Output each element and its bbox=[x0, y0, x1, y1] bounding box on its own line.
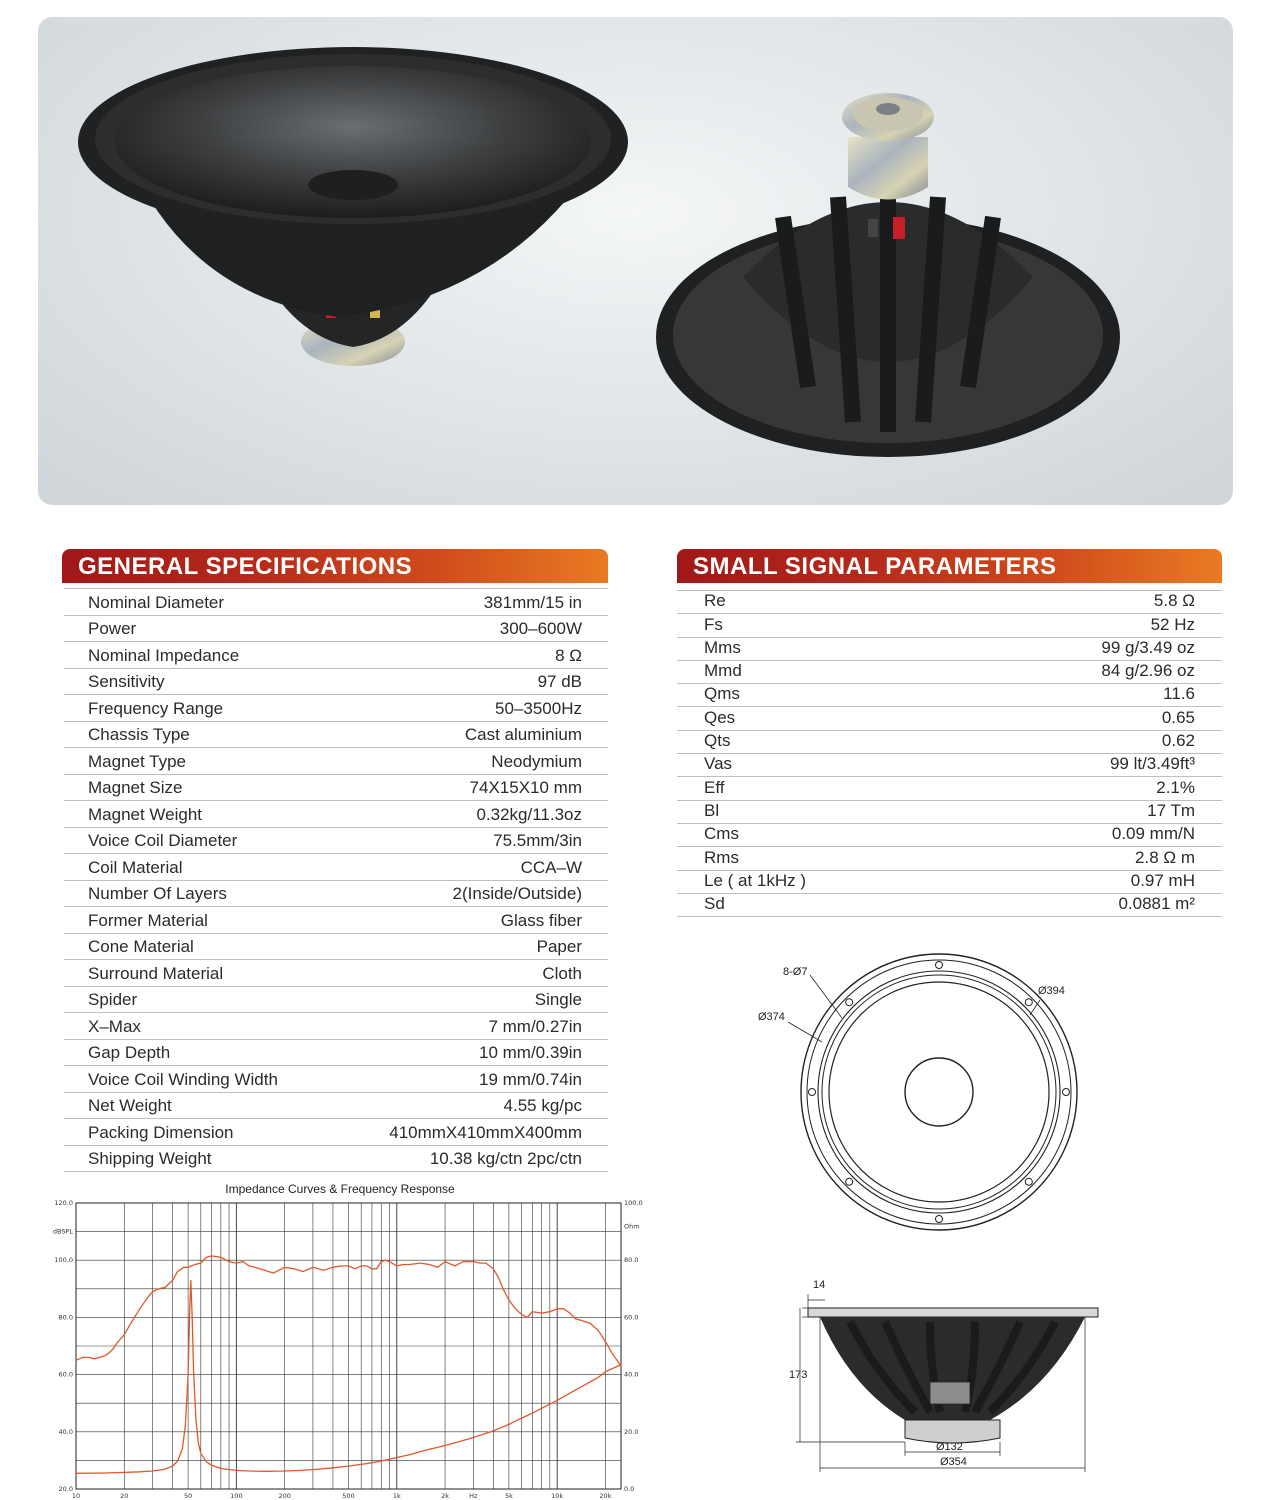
spec-label: Qms bbox=[704, 684, 740, 704]
spec-value: 0.32kg/11.3oz bbox=[476, 804, 582, 824]
spec-label: Magnet Type bbox=[88, 751, 186, 771]
outer-diameter-dimension: Ø394 bbox=[1038, 985, 1065, 997]
spec-value: CCA–W bbox=[520, 857, 582, 877]
spec-label: Mmd bbox=[704, 661, 742, 681]
spec-row bbox=[64, 1119, 608, 1146]
spec-label: Voice Coil Diameter bbox=[88, 831, 238, 850]
spec-value: 0.09 mm/N bbox=[1111, 824, 1195, 844]
spec-row bbox=[677, 824, 1222, 847]
overall-diameter-dimension: Ø354 bbox=[940, 1456, 967, 1468]
spec-label: Gap Depth bbox=[88, 1043, 171, 1062]
spec-value: 10.38 kg/ctn 2pc/ctn bbox=[429, 1149, 582, 1168]
bolt-hole bbox=[936, 962, 943, 969]
spec-row bbox=[64, 748, 608, 775]
spec-label: Nominal Diameter bbox=[88, 592, 225, 612]
spec-row bbox=[64, 1066, 608, 1093]
spec-row bbox=[677, 731, 1222, 754]
x-tick: 10 bbox=[71, 1492, 81, 1500]
bolt-hole bbox=[1063, 1089, 1070, 1096]
spec-label: Qts bbox=[704, 731, 731, 751]
spec-value: 2.8 Ω m bbox=[1135, 847, 1195, 867]
spec-value: 99 g/3.49 oz bbox=[1101, 637, 1195, 657]
y-tick-left: 60.0 bbox=[58, 1370, 73, 1379]
spec-label: Cone Material bbox=[88, 937, 194, 956]
spec-label: Power bbox=[88, 619, 137, 638]
small-signal-parameters-table bbox=[677, 590, 1222, 917]
spec-value: 2(Inside/Outside) bbox=[452, 884, 582, 903]
x-tick: 1k bbox=[392, 1492, 401, 1500]
impedance-frequency-chart bbox=[44, 1178, 643, 1500]
spec-row bbox=[677, 777, 1222, 800]
bolt-hole bbox=[1025, 1178, 1032, 1185]
general-specifications-header: GENERAL SPECIFICATIONS bbox=[62, 549, 608, 583]
y-tick-left: 80.0 bbox=[58, 1313, 73, 1322]
spec-value: Paper bbox=[536, 937, 582, 956]
spec-label: Sd bbox=[704, 894, 725, 914]
spec-value: 8 Ω bbox=[555, 645, 582, 665]
speaker-front-view bbox=[78, 47, 628, 366]
spec-value: 19 mm/0.74in bbox=[479, 1069, 582, 1089]
spec-row bbox=[64, 987, 608, 1014]
spec-value: Single bbox=[534, 990, 582, 1009]
spec-value: 52 Hz bbox=[1150, 614, 1195, 634]
x-tick: 20k bbox=[599, 1492, 612, 1500]
spec-row bbox=[64, 695, 608, 722]
spec-label: Nominal Impedance bbox=[88, 645, 240, 665]
spec-row bbox=[677, 754, 1222, 777]
x-tick: 10k bbox=[551, 1492, 564, 1500]
spec-value: 0.62 bbox=[1161, 731, 1195, 751]
spec-row bbox=[64, 722, 608, 749]
spec-label: Bl bbox=[704, 800, 720, 820]
general-specifications-table bbox=[64, 588, 608, 1172]
spec-row bbox=[677, 707, 1222, 730]
side-view-drawing bbox=[780, 1272, 1110, 1482]
spec-value: 99 lt/3.49ft³ bbox=[1109, 754, 1195, 774]
x-tick: 200 bbox=[278, 1492, 291, 1500]
spec-label: Former Material bbox=[88, 910, 208, 930]
chart-title: Impedance Curves & Frequency Response bbox=[225, 1182, 455, 1196]
spec-label: Voice Coil Winding Width bbox=[88, 1069, 278, 1089]
y-tick-left: 40.0 bbox=[58, 1427, 73, 1436]
spec-label: Vas bbox=[704, 754, 733, 774]
spec-row bbox=[64, 1013, 608, 1040]
bolt-hole bbox=[1025, 999, 1032, 1006]
y-tick-left: 20.0 bbox=[58, 1485, 73, 1493]
spec-value: 7 mm/0.27in bbox=[488, 1016, 582, 1036]
x-tick: 100 bbox=[230, 1492, 243, 1500]
bolt-hole bbox=[809, 1089, 816, 1096]
depth-dimension: 173 bbox=[789, 1369, 808, 1381]
spec-row bbox=[64, 934, 608, 961]
spec-value: 4.55 kg/pc bbox=[503, 1096, 582, 1115]
small-signal-parameters-header: SMALL SIGNAL PARAMETERS bbox=[677, 549, 1222, 583]
spec-row bbox=[677, 871, 1222, 894]
bolt-hole bbox=[936, 1216, 943, 1223]
x-tick: 2k bbox=[441, 1492, 450, 1500]
speaker-rear-view bbox=[656, 93, 1120, 457]
spec-label: Chassis Type bbox=[88, 725, 190, 744]
spec-label: Coil Material bbox=[88, 857, 183, 877]
spec-row bbox=[677, 684, 1222, 707]
y-tick-right: 0.0 bbox=[624, 1485, 635, 1493]
y-tick-right: 60.0 bbox=[624, 1313, 639, 1322]
spec-value: 410mmX410mmX400mm bbox=[389, 1122, 582, 1142]
flange-dimension: 14 bbox=[813, 1279, 826, 1291]
spec-value: 11.6 bbox=[1163, 684, 1195, 704]
spec-label: Eff bbox=[704, 777, 725, 797]
spec-label: Shipping Weight bbox=[88, 1149, 212, 1168]
y-tick-left: 120.0 bbox=[54, 1199, 73, 1207]
spec-row bbox=[64, 828, 608, 855]
spec-label: Magnet Size bbox=[88, 778, 183, 797]
spec-label: Sensitivity bbox=[88, 672, 165, 691]
spec-value: 2.1% bbox=[1156, 777, 1195, 797]
spec-label: Surround Material bbox=[88, 963, 224, 983]
spec-value: Glass fiber bbox=[500, 910, 582, 930]
right-axis-label: Ohm bbox=[624, 1222, 640, 1231]
y-tick-right: 80.0 bbox=[624, 1256, 639, 1265]
spec-value: Cast aluminium bbox=[464, 725, 582, 744]
y-tick-left: 100.0 bbox=[54, 1256, 73, 1265]
bolt-holes bbox=[809, 962, 1070, 1223]
spec-row bbox=[64, 669, 608, 696]
y-tick-right: 100.0 bbox=[624, 1199, 643, 1207]
spec-row bbox=[677, 590, 1222, 614]
spec-value: 50–3500Hz bbox=[495, 698, 582, 718]
spec-value: 381mm/15 in bbox=[483, 592, 582, 612]
spec-label: Spider bbox=[88, 990, 138, 1009]
spec-row bbox=[64, 642, 608, 669]
spec-value: 10 mm/0.39in bbox=[479, 1043, 582, 1062]
spec-row bbox=[64, 588, 608, 616]
spec-label: Packing Dimension bbox=[88, 1122, 234, 1142]
spec-row bbox=[64, 881, 608, 908]
chart-plot bbox=[44, 1178, 643, 1500]
x-tick: Hz bbox=[469, 1492, 478, 1500]
holes-dimension: 8-Ø7 bbox=[783, 966, 808, 978]
spec-label: Fs bbox=[704, 614, 723, 634]
spec-label: Qes bbox=[704, 707, 736, 727]
spec-row bbox=[64, 854, 608, 881]
spec-label: Net Weight bbox=[88, 1096, 172, 1115]
spec-value: Cloth bbox=[542, 963, 582, 983]
spec-row bbox=[677, 638, 1222, 661]
x-tick: 20 bbox=[120, 1492, 129, 1500]
spec-row bbox=[677, 661, 1222, 684]
bolt-circle-dimension: Ø374 bbox=[758, 1011, 785, 1023]
spec-label: Le ( at 1kHz ) bbox=[704, 870, 807, 890]
spec-value: 5.8 Ω bbox=[1153, 591, 1195, 611]
spec-label: Number Of Layers bbox=[88, 884, 227, 903]
spec-row bbox=[64, 616, 608, 643]
spec-value: 0.65 bbox=[1161, 707, 1195, 727]
spec-value: 0.97 mH bbox=[1130, 870, 1195, 890]
x-tick: 500 bbox=[342, 1492, 355, 1500]
spec-row bbox=[64, 960, 608, 987]
spec-label: Magnet Weight bbox=[88, 804, 203, 824]
spec-value: 74X15X10 mm bbox=[469, 778, 582, 797]
bolt-hole bbox=[846, 999, 853, 1006]
spec-value: 300–600W bbox=[499, 619, 582, 638]
spec-row bbox=[64, 801, 608, 828]
y-tick-right: 40.0 bbox=[624, 1370, 639, 1379]
magnet-diameter-dimension: Ø132 bbox=[936, 1441, 963, 1453]
spec-row bbox=[677, 894, 1222, 917]
spec-value: 84 g/2.96 oz bbox=[1101, 661, 1195, 681]
front-view-drawing bbox=[740, 960, 1100, 1210]
spec-row bbox=[677, 801, 1222, 824]
spec-row bbox=[64, 1040, 608, 1067]
spec-label: Mms bbox=[704, 637, 741, 657]
spec-row bbox=[677, 847, 1222, 870]
x-tick: 50 bbox=[183, 1492, 193, 1500]
spec-row bbox=[64, 775, 608, 802]
speaker-photos bbox=[38, 17, 1233, 505]
spec-value: Neodymium bbox=[491, 751, 582, 771]
spec-label: Frequency Range bbox=[88, 698, 224, 718]
bolt-hole bbox=[846, 1178, 853, 1185]
spec-label: X–Max bbox=[88, 1016, 141, 1036]
x-tick: 5k bbox=[504, 1492, 513, 1500]
spec-value: 75.5mm/3in bbox=[493, 831, 582, 850]
spec-value: 17 Tm bbox=[1147, 800, 1195, 820]
spec-value: 97 dB bbox=[537, 672, 582, 691]
spec-label: Cms bbox=[704, 824, 739, 844]
spec-row bbox=[677, 614, 1222, 637]
spec-value: 0.0881 m² bbox=[1118, 894, 1195, 914]
y-tick-right: 20.0 bbox=[624, 1427, 639, 1436]
spec-row bbox=[64, 907, 608, 934]
product-photo-banner bbox=[38, 17, 1233, 505]
spec-row bbox=[64, 1093, 608, 1120]
spec-row bbox=[64, 1146, 608, 1173]
spec-label: Re bbox=[704, 591, 726, 611]
spec-label: Rms bbox=[704, 847, 739, 867]
left-axis-label: dBSPL bbox=[52, 1227, 73, 1236]
